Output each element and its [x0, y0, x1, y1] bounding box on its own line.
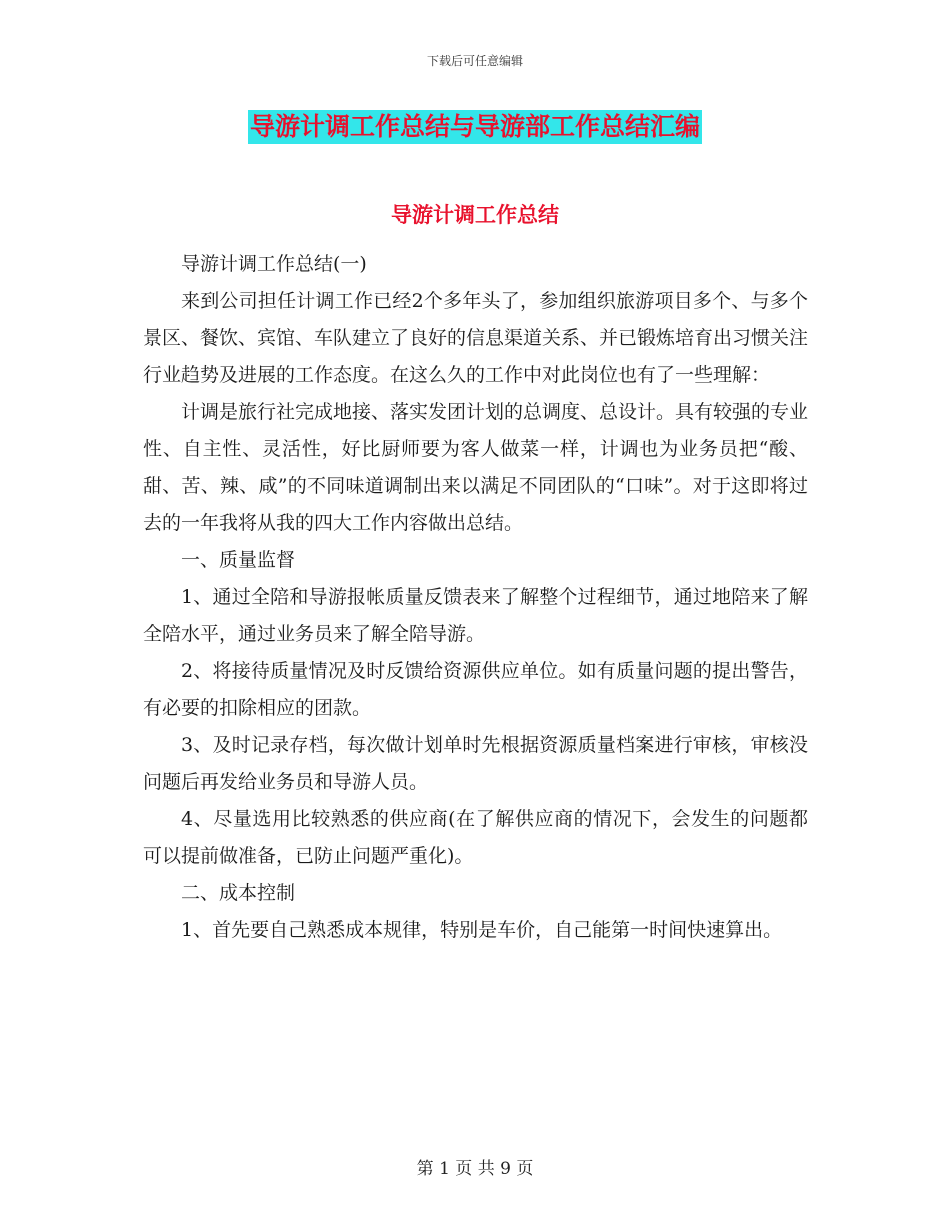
page-footer: 第 1 页 共 9 页 [416, 1159, 534, 1179]
document-body [143, 246, 808, 949]
main-title-container [0, 110, 950, 144]
paragraph: 计调是旅行社完成地接、落实发团计划的总调度、总设计。具有较强的专业性、自主性、灵活性，好比厨师要为客人做菜一样，计调也为业务员把“酸、甜、苦、辣、咸”的不同味道调制出来以满足不同团队的“口味”。对于这即将过去的一年我将从我的四大工作内容做出总结。 [143, 401, 809, 534]
main-title: 导游计调工作总结与导游部工作总结汇编 [248, 110, 702, 144]
paragraph: 1、通过全陪和导游报帐质量反馈表来了解整个过程细节，通过地陪来了解全陪水平，通过业务员来了解全陪导游。 [143, 586, 808, 645]
section-title: 导游计调工作总结 [391, 203, 559, 227]
paragraph: 1、首先要自己熟悉成本规律，特别是车价，自己能第一时间快速算出。 [181, 919, 783, 941]
paragraph-heading: 二、成本控制 [181, 882, 296, 904]
paragraph: 2、将接待质量情况及时反馈给资源供应单位。如有质量问题的提出警告，有必要的扣除相应的团款。 [143, 660, 808, 719]
paragraph: 来到公司担任计调工作已经2个多年头了，参加组织旅游项目多个、与多个景区、餐饮、宾馆、车队建立了良好的信息渠道关系、并已锻炼培育出习惯关注行业趋势及进展的工作态度。在这么久的工作中对此岗位也有了一些理解： [143, 290, 809, 386]
page-header-note: 下载后可任意编辑 [426, 54, 523, 68]
paragraph: 3、及时记录存档，每次做计划单时先根据资源质量档案进行审核，审核没问题后再发给业务员和导游人员。 [143, 734, 808, 793]
paragraph-subtitle: 导游计调工作总结(一) [181, 253, 367, 275]
paragraph: 4、尽量选用比较熟悉的供应商(在了解供应商的情况下，会发生的问题都可以提前做准备，已防止问题严重化)。 [143, 808, 808, 867]
paragraph-heading: 一、质量监督 [181, 549, 296, 571]
